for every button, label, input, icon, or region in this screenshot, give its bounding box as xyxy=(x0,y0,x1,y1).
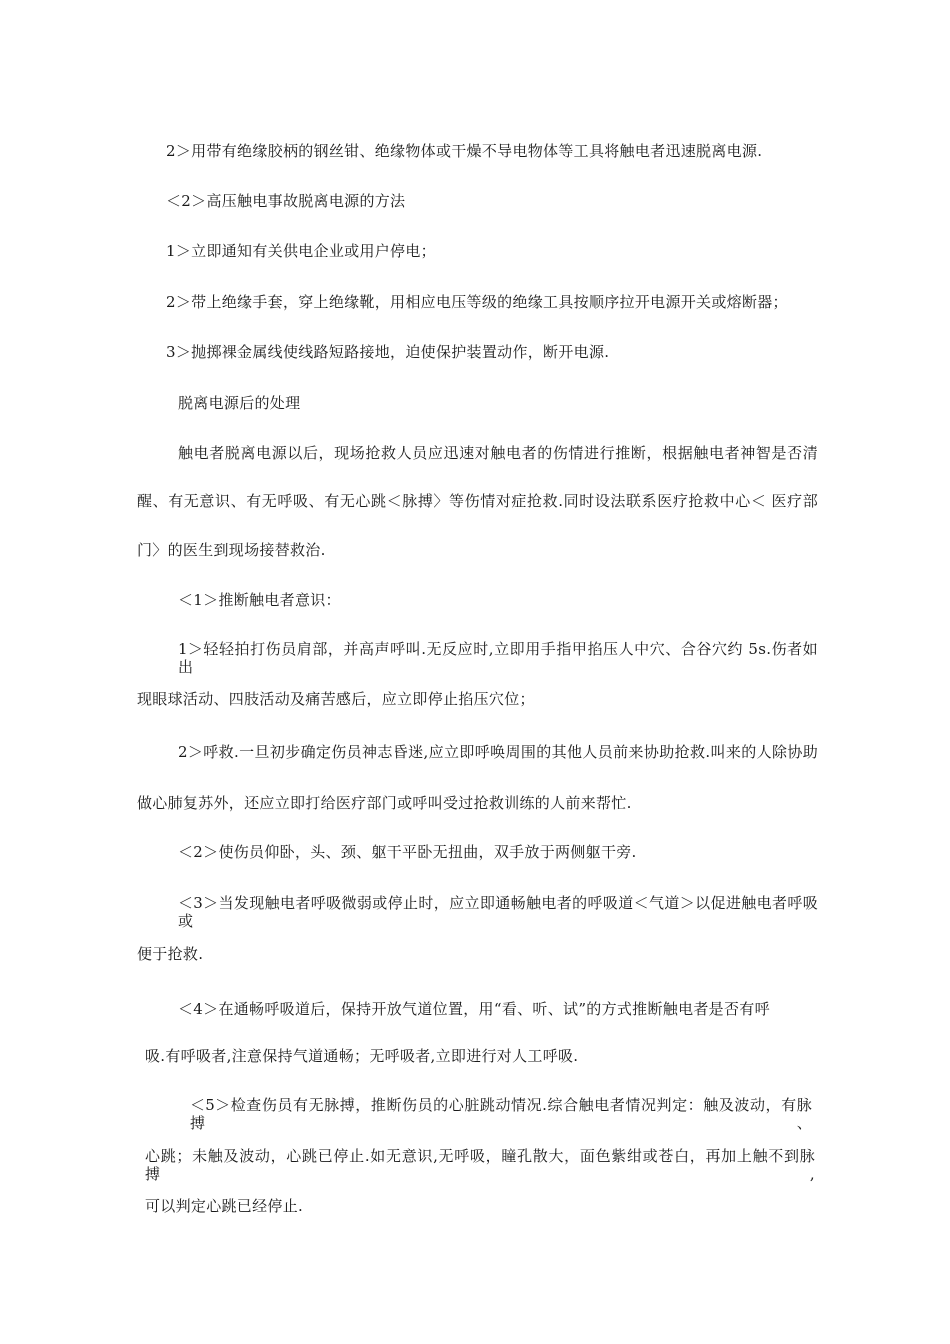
text-line: 1＞轻轻拍打伤员肩部，并高声呼叫.无反应时,立即用手指甲掐压人中穴、合谷穴约 5s.伤者如出 xyxy=(178,640,818,676)
text-line: ＜2＞使伤员仰卧，头、颈、躯干平卧无扭曲，双手放于两侧躯干旁. xyxy=(178,843,637,861)
text-line: ＜5＞检查伤员有无脉搏，推断伤员的心脏跳动情况.综合触电者情况判定：触及波动，有脉搏、 xyxy=(190,1096,812,1132)
text-line: 心跳；未触及波动，心跳已停止.如无意识,无呼吸，瞳孔散大，面色紫绀或苍白，再加上触不到脉搏, xyxy=(145,1147,815,1183)
text-line: 门〉的医生到现场接替救治. xyxy=(137,541,326,559)
text-line: 1＞立即通知有关供电企业或用户停电； xyxy=(166,242,436,260)
text-line: 醒、有无意识、有无呼吸、有无心跳＜脉搏〉等伤情对症抢救.同时设法联系医疗抢救中心＜ 医疗部 xyxy=(137,492,818,510)
text-line: 2＞呼救.一旦初步确定伤员神志昏迷,应立即呼唤周围的其他人员前来协助抢救.叫来的人除协助 xyxy=(178,743,818,761)
text-line: 3＞抛掷裸金属线使线路短路接地，迫使保护装置动作，断开电源. xyxy=(166,343,610,361)
section-heading: ＜2＞高压触电事故脱离电源的方法 xyxy=(166,192,406,210)
text-line: 2＞用带有绝缘胶柄的钢丝钳、绝缘物体或干燥不导电物体等工具将触电者迅速脱离电源. xyxy=(166,142,763,160)
section-heading: ＜1＞推断触电者意识： xyxy=(178,591,341,609)
text-line: 吸.有呼吸者,注意保持气道通畅；无呼吸者,立即进行对人工呼吸. xyxy=(145,1047,579,1065)
text-line: 现眼球活动、四肢活动及痛苦感后，应立即停止掐压穴位； xyxy=(137,690,535,708)
text-line: 可以判定心跳已经停止. xyxy=(145,1197,304,1215)
text-line: 触电者脱离电源以后，现场抢救人员应迅速对触电者的伤情进行推断，根据触电者神智是否清 xyxy=(178,444,818,462)
text-line: 便于抢救. xyxy=(137,945,204,963)
text-line: 2＞带上绝缘手套，穿上绝缘靴，用相应电压等级的绝缘工具按顺序拉开电源开关或熔断器； xyxy=(166,293,788,311)
text-line: ＜4＞在通畅呼吸道后，保持开放气道位置，用“看、听、试”的方式推断触电者是否有呼 xyxy=(178,1000,770,1018)
section-heading: 脱离电源后的处理 xyxy=(178,394,301,412)
text-line: 做心肺复苏外，还应立即打给医疗部门或呼叫受过抢救训练的人前来帮忙. xyxy=(137,794,632,812)
text-line: ＜3＞当发现触电者呼吸微弱或停止时，应立即通畅触电者的呼吸道＜气道＞以促进触电者呼吸或 xyxy=(178,894,818,930)
